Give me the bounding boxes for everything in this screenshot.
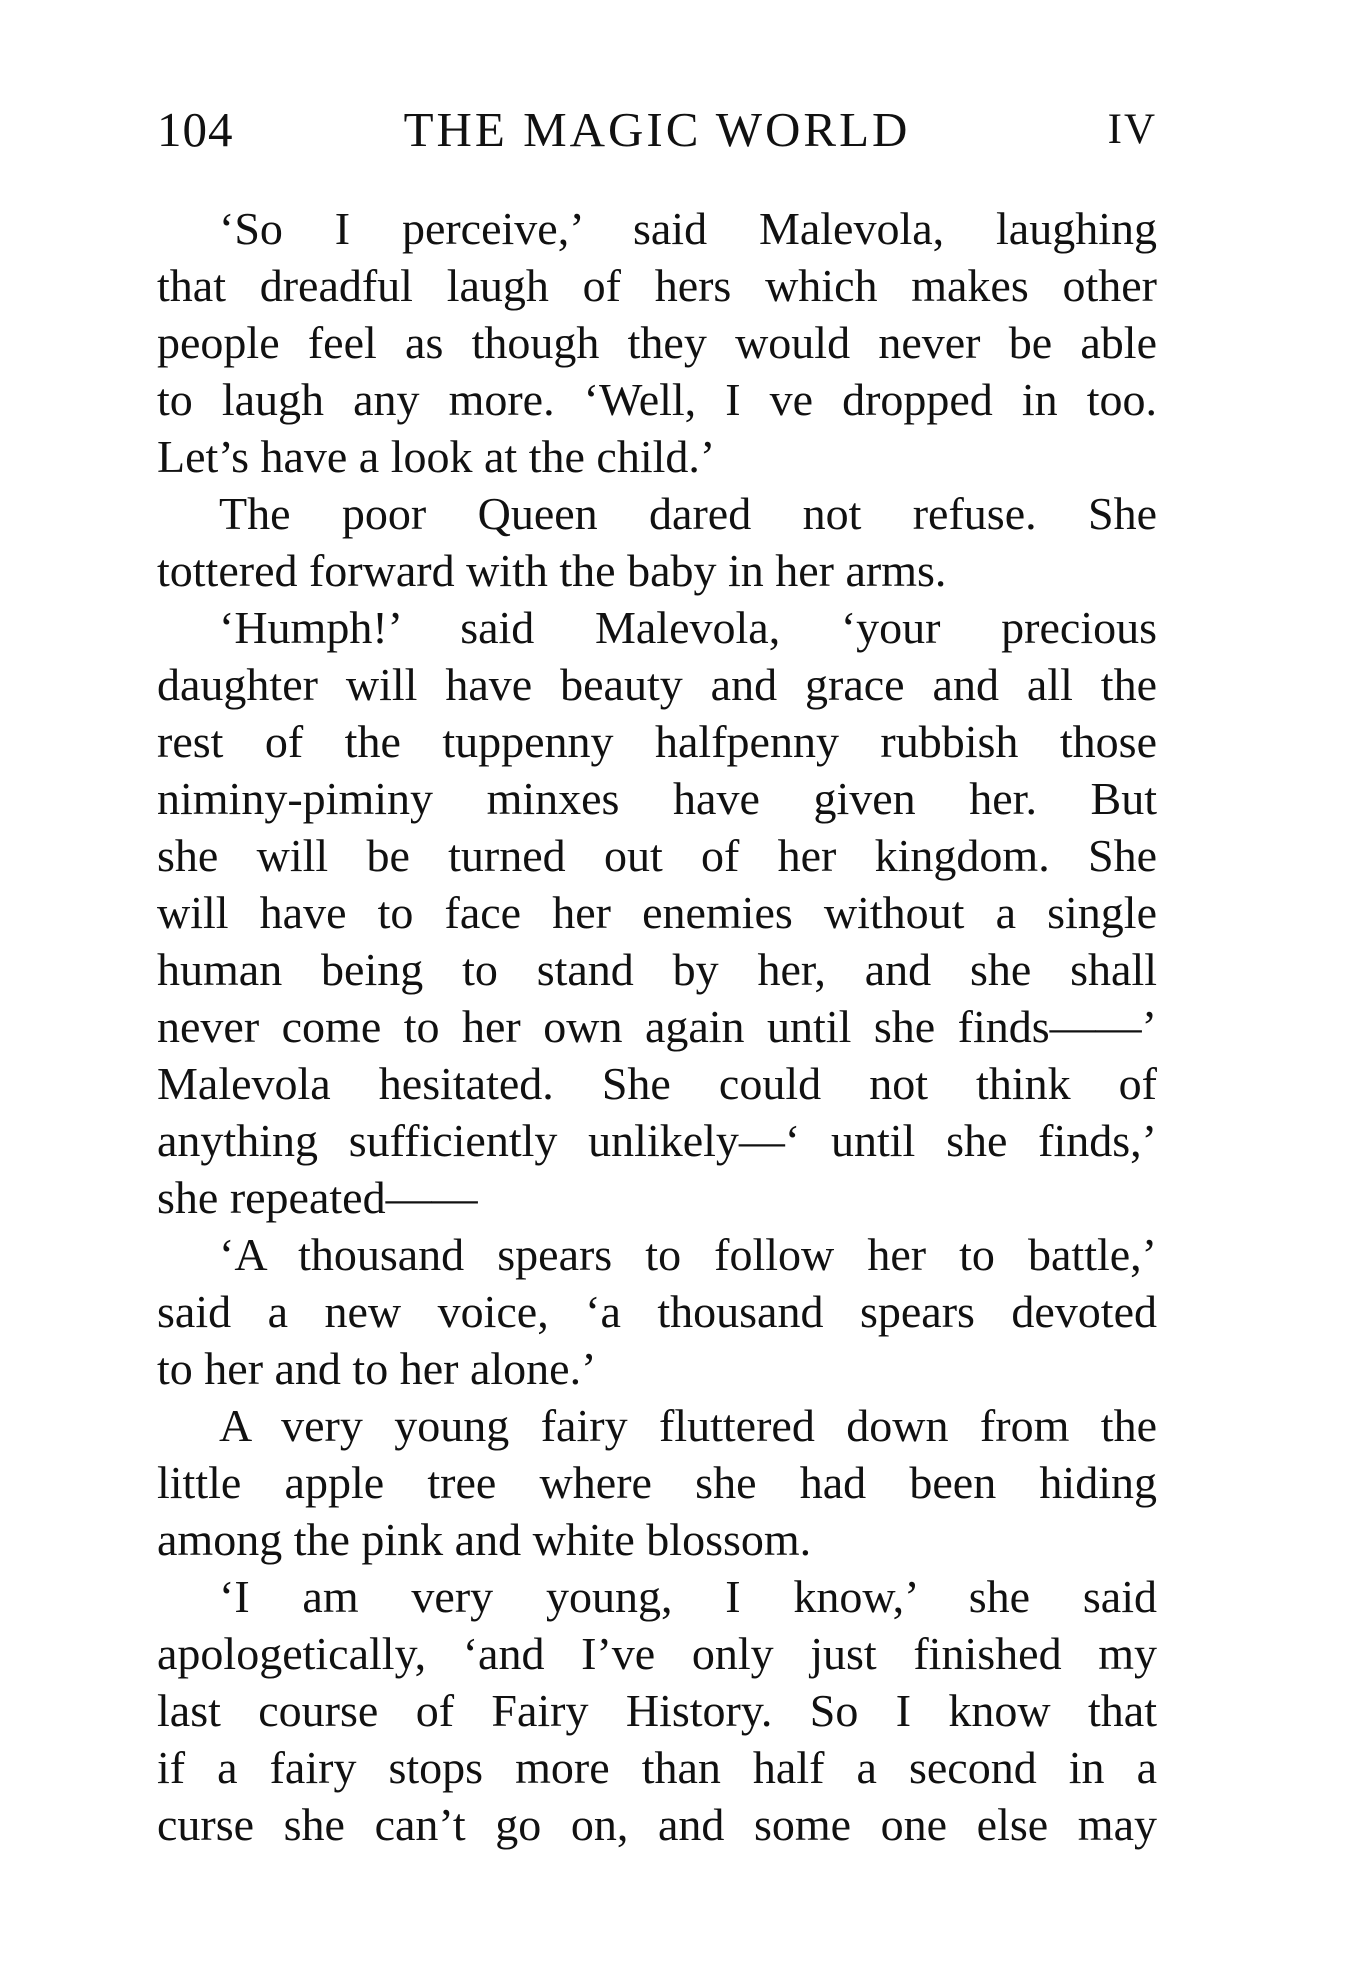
text-line: rest of the tuppenny halfpenny rubbish those [157, 716, 1157, 767]
text-line: anything sufficiently unlikely—‘ until she finds,’ [157, 1115, 1157, 1166]
text-line: niminy-piminy minxes have given her. But [157, 773, 1157, 824]
book-title: THE MAGIC WORLD [403, 102, 911, 157]
text-line: Let’s have a look at the child.’ [157, 431, 716, 482]
text-line: tottered forward with the baby in her arms. [157, 545, 947, 596]
body-text [157, 200, 1157, 1853]
text-line: said a new voice, ‘a thousand spears devoted [157, 1286, 1157, 1337]
text-line: to laugh any more. ‘Well, I ve dropped in too. [157, 374, 1157, 425]
text-line: she repeated—— [157, 1172, 478, 1223]
text-line: human being to stand by her, and she shall [157, 944, 1157, 995]
text-line: people feel as though they would never be able [157, 317, 1157, 368]
text-line: if a fairy stops more than half a second in a [157, 1742, 1157, 1793]
text-line: apologetically, ‘and I’ve only just finished my [157, 1628, 1157, 1679]
text-line: daughter will have beauty and grace and all the [157, 659, 1157, 710]
text-line: little apple tree where she had been hiding [157, 1457, 1157, 1508]
paragraph [157, 599, 1157, 1226]
chapter-number: IV [1107, 106, 1157, 153]
text-line: curse she can’t go on, and some one else may [157, 1799, 1157, 1850]
text-line: The poor Queen dared not refuse. She [219, 488, 1157, 539]
text-line: never come to her own again until she finds——’ [157, 1001, 1157, 1052]
page-number: 104 [157, 102, 234, 157]
text-line: will have to face her enemies without a single [157, 887, 1157, 938]
text-line: she will be turned out of her kingdom. She [157, 830, 1157, 881]
text-line: to her and to her alone.’ [157, 1343, 597, 1394]
paragraph [157, 1568, 1157, 1853]
text-line: that dreadful laugh of hers which makes other [157, 260, 1157, 311]
paragraph [157, 200, 1157, 485]
paragraph [157, 1226, 1157, 1397]
running-head [157, 100, 1157, 160]
text-line: ‘I am very young, I know,’ she said [219, 1571, 1157, 1622]
text-line: A very young fairy fluttered down from the [219, 1400, 1157, 1451]
text-line: ‘Humph!’ said Malevola, ‘your precious [219, 602, 1157, 653]
text-line: Malevola hesitated. She could not think of [157, 1058, 1157, 1109]
text-line: among the pink and white blossom. [157, 1514, 812, 1565]
text-line: ‘So I perceive,’ said Malevola, laughing [219, 203, 1157, 254]
paragraph [157, 1397, 1157, 1568]
text-line: ‘A thousand spears to follow her to battle,’ [219, 1229, 1157, 1280]
paragraph [157, 485, 1157, 599]
text-line: last course of Fairy History. So I know that [157, 1685, 1157, 1736]
